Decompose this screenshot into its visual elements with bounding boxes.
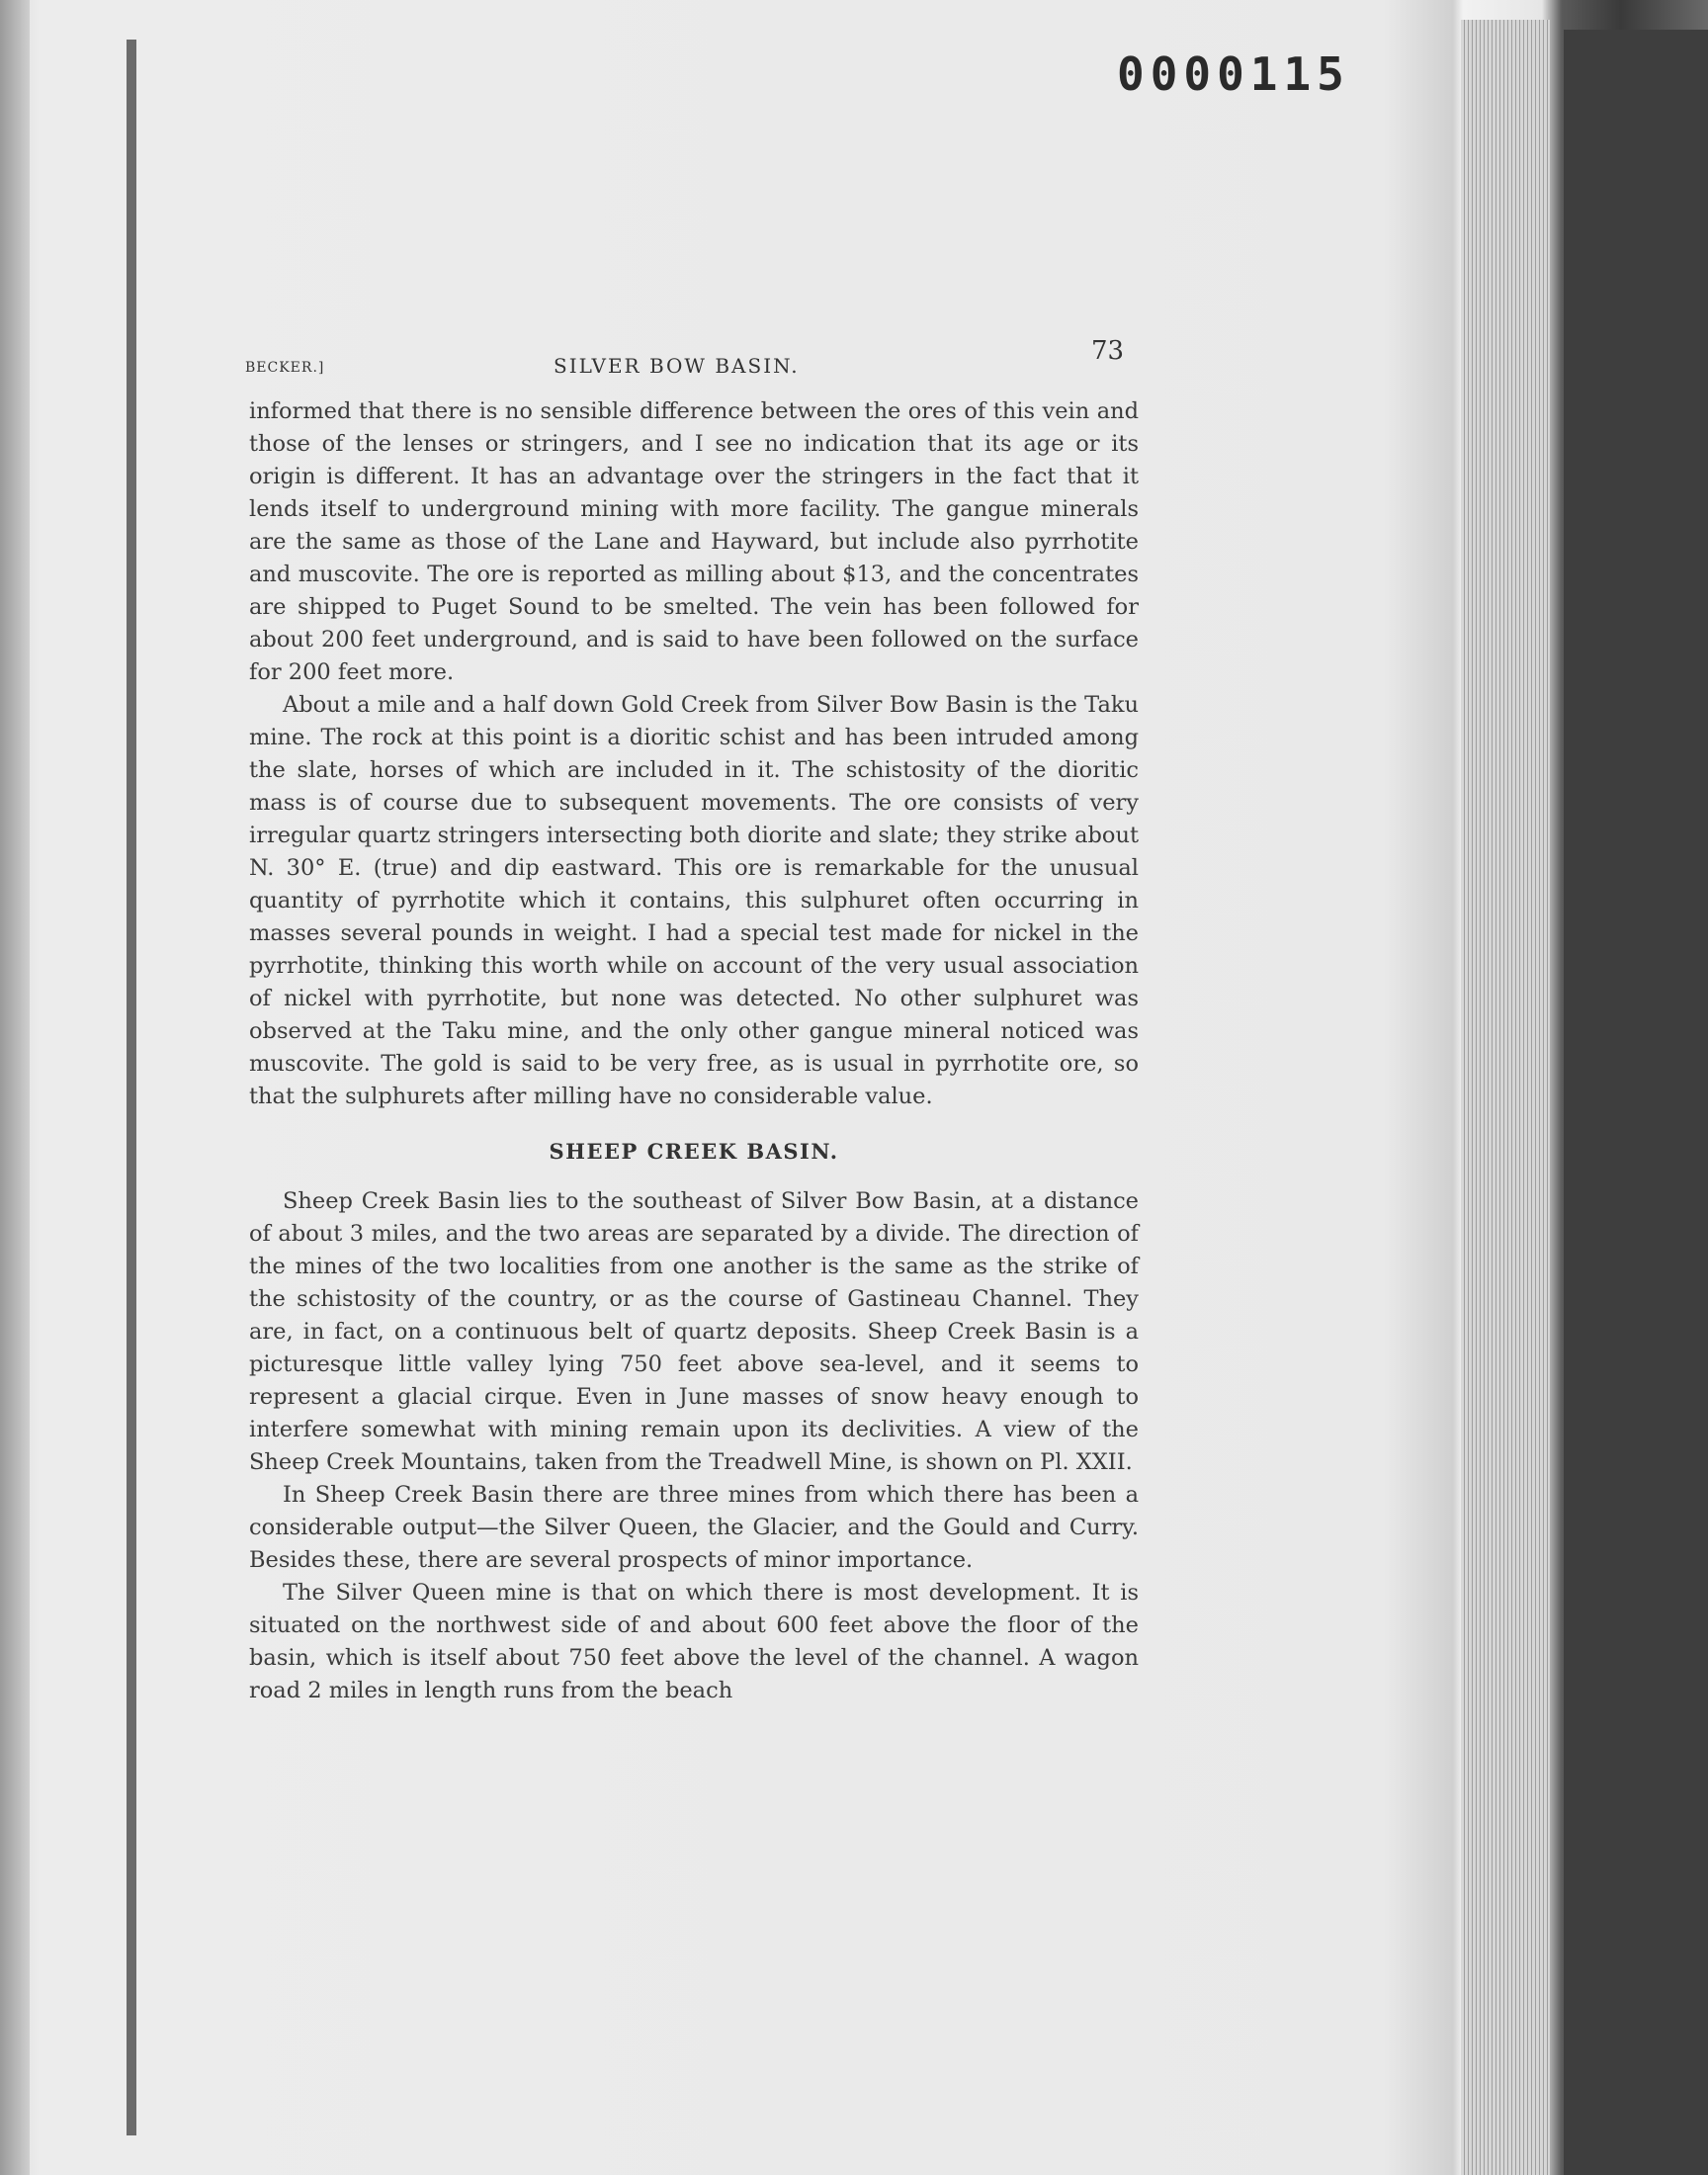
- section-heading: SHEEP CREEK BASIN.: [549, 1139, 839, 1164]
- document-stamp-number: 0000115: [1117, 47, 1350, 101]
- book-page-edges: [1461, 20, 1550, 2175]
- paragraph: About a mile and a half down Gold Creek from Silver Bow Basin is the Taku mine. The rock at this point is a dioritic schist and has been intruded among the slate, horses of which are included in it. The schistosity of the dioritic mass is of course due to subsequent movements. The ore consists of very irregular quartz stringers intersecting both diorite and slate; they strike about N. 30° E. (true) and dip eastward. This ore is remarkable for the unusual quantity of pyrrhotite which it contains, this sulphuret often occurring in masses several pounds in weight. I had a special test made for nickel in the pyrrhotite, thinking this worth while on account of the very usual association of nickel with pyrrhotite, but none was detected. No other sulphuret was observed at the Taku mine, and the only other gangue mineral noticed was muscovite. The gold is said to be very free, as is usual in pyrrhotite ore, so that the sulphurets after milling have no considerable value.: [249, 692, 1139, 1109]
- running-header: [245, 336, 1135, 376]
- spine-shadow: [127, 40, 136, 2135]
- header-author: BECKER.]: [245, 360, 325, 376]
- body-text: [249, 395, 1139, 1707]
- binding-edge: [0, 0, 30, 2175]
- header-title: SILVER BOW BASIN.: [554, 354, 800, 378]
- paragraph: The Silver Queen mine is that on which there is most development. It is situated on the northwest side of and about 600 feet above the floor of the basin, which is itself about 750 feet above the level of the channel. A wagon road 2 miles in length runs from the beach: [249, 1580, 1139, 1703]
- paragraph: Sheep Creek Basin lies to the southeast of Silver Bow Basin, at a distance of about 3 miles, and the two areas are separated by a divide. The direction of the mines of the two localities from one another is the same as the strike of the schistosity of the country, or as the course of Gastineau Channel. They are, in fact, on a continuous belt of quartz deposits. Sheep Creek Basin is a picturesque little valley lying 750 feet above sea-level, and it seems to represent a glacial cirque. Even in June masses of snow heavy enough to interfere somewhat with mining remain upon its declivities. A view of the Sheep Creek Mountains, taken from the Treadwell Mine, is shown on Pl. XXII.: [249, 1188, 1139, 1475]
- paragraph: informed that there is no sensible difference between the ores of this vein and those of the lenses or stringers, and I see no indication that its age or its origin is different. It has an advantage over the stringers in the fact that it lends itself to underground mining with more facility. The gangue minerals are the same as those of the Lane and Hayward, but include also pyrrhotite and muscovite. The ore is reported as milling about $13, and the concentrates are shipped to Puget Sound to be smelted. The vein has been followed for about 200 feet underground, and is said to have been followed on the surface for 200 feet more.: [249, 398, 1139, 685]
- page-number: 73: [1091, 336, 1125, 366]
- book-cover-board: [1564, 30, 1708, 2175]
- paragraph: In Sheep Creek Basin there are three mines from which there has been a considerable output—the Silver Queen, the Glacier, and the Gould and Curry. Besides these, there are several prospects of minor importance.: [249, 1482, 1139, 1573]
